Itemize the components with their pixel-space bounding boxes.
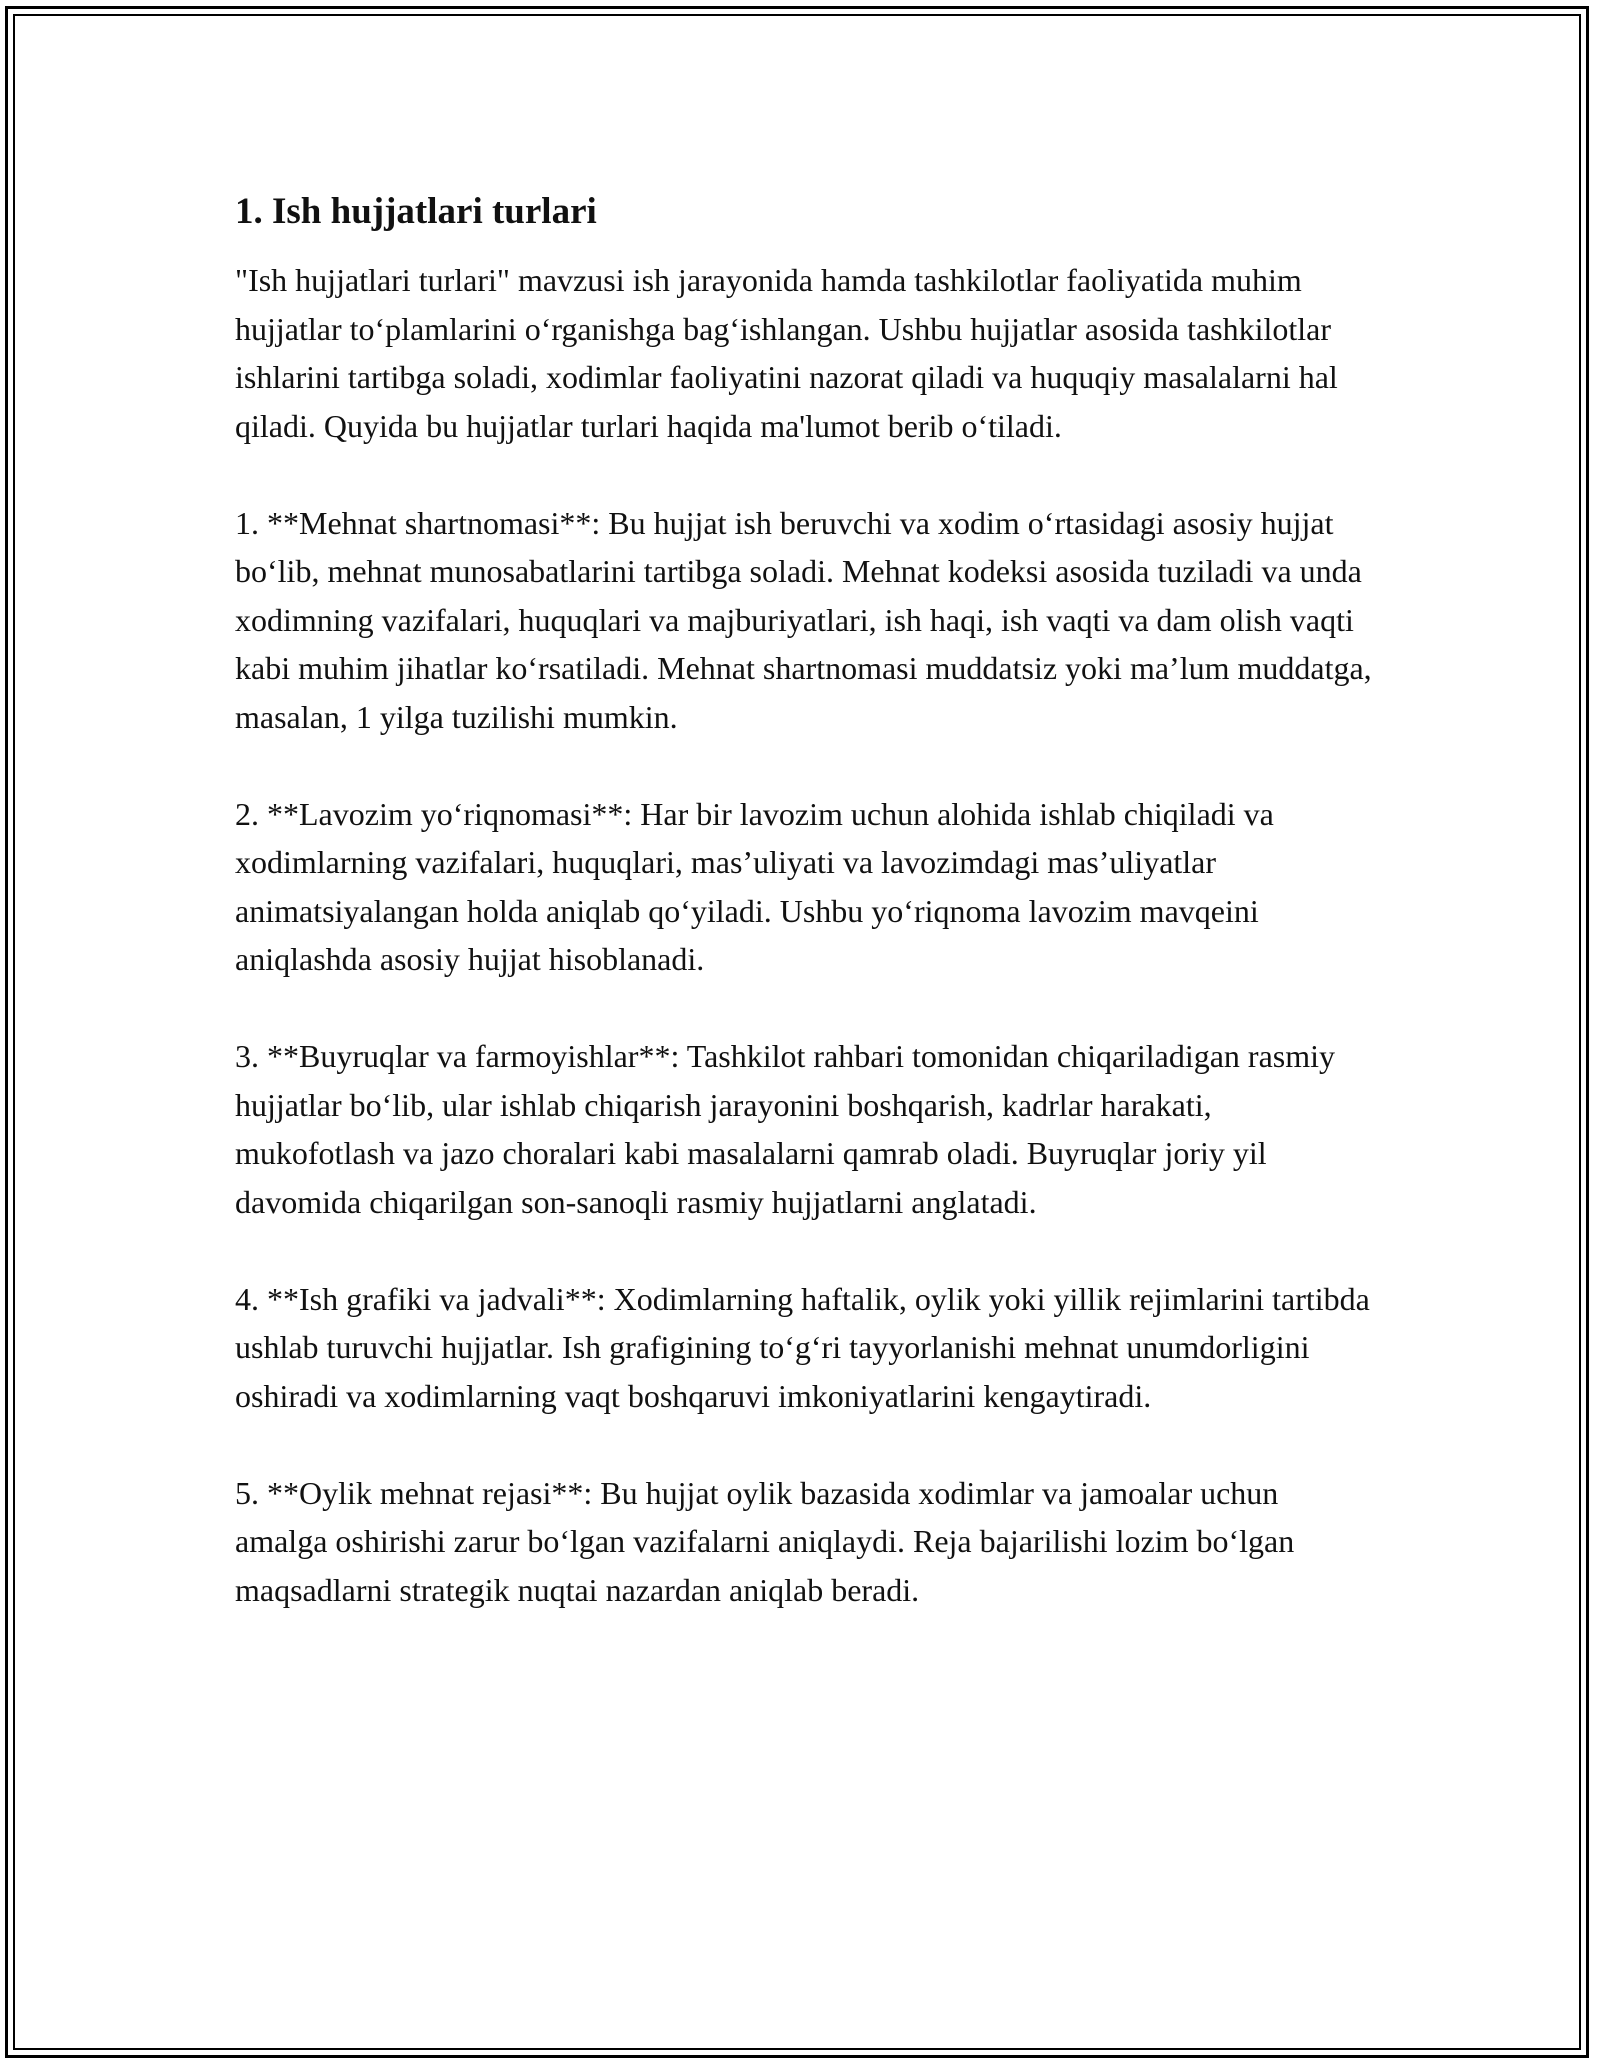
paragraph-ish-grafiki: 4. **Ish grafiki va jadvali**: Xodimlarning haftalik, oylik yoki yillik rejimlarini tartibda ushlab turuvchi hujjatlar. Ish grafigining to‘g‘ri tayyorlanishi mehnat unumdorligini oshiradi va xodimlarning vaqt boshqaruvi imkoniyatlarini kengaytiradi.: [235, 1280, 1370, 1414]
document-body: [235, 190, 1375, 1614]
paragraph-mehnat-shartnomasi: 1. **Mehnat shartnomasi**: Bu hujjat ish beruvchi va xodim o‘rtasidagi asosiy hujjat bo‘lib, mehnat munosabatlarini tartibga soladi. Mehnat kodeksi asosida tuziladi va unda xodimning vazifalari, huquqlari va majburiyatlari, ish haqi, ish vaqti va dam olish vaqti kabi muhim jihatlar ko‘rsatiladi. Mehnat shartnomasi muddatsiz yoki ma’lum muddatga, masalan, 1 yilga tuzilishi mumkin.: [235, 504, 1372, 735]
paragraph-oylik-rejasi: 5. **Oylik mehnat rejasi**: Bu hujjat oylik bazasida xodimlar va jamoalar uchun amalga oshirishi zarur bo‘lgan vazifalarni aniqlaydi. Reja bajarilishi lozim bo‘lgan maqsadlarni strategik nuqtai nazardan aniqlab beradi.: [235, 1474, 1295, 1608]
paragraph-lavozim-yoriqnomasi: 2. **Lavozim yo‘riqnomasi**: Har bir lavozim uchun alohida ishlab chiqiladi va xodimlarning vazifalari, huquqlari, mas’uliyati va lavozimdagi mas’uliyatlar animatsiyalangan holda aniqlab qo‘yiladi. Ushbu yo‘riqnoma lavozim mavqeini aniqlashda asosiy hujjat hisoblanadi.: [235, 795, 1274, 978]
intro-paragraph: "Ish hujjatlari turlari" mavzusi ish jarayonida hamda tashkilotlar faoliyatida muhim hujjatlar to‘plamlarini o‘rganishga bag‘ishlangan. Ushbu hujjatlar asosida tashkilotlar ishlarini tartibga soladi, xodimlar faoliyatini nazorat qiladi va huquqiy masalalarni hal qiladi. Quyida bu hujjatlar turlari haqida ma'lumot berib o‘tiladi.: [235, 262, 1338, 444]
document-title: 1. Ish hujjatlari turlari: [235, 191, 597, 232]
paragraph-buyruqlar: 3. **Buyruqlar va farmoyishlar**: Tashkilot rahbari tomonidan chiqariladigan rasmiy hujjatlar bo‘lib, ular ishlab chiqarish jarayonini boshqarish, kadrlar harakati, mukofotlash va jazo choralari kabi masalalarni qamrab oladi. Buyruqlar joriy yil davomida chiqarilgan son-sanoqli rasmiy hujjatlarni anglatadi.: [235, 1038, 1336, 1220]
